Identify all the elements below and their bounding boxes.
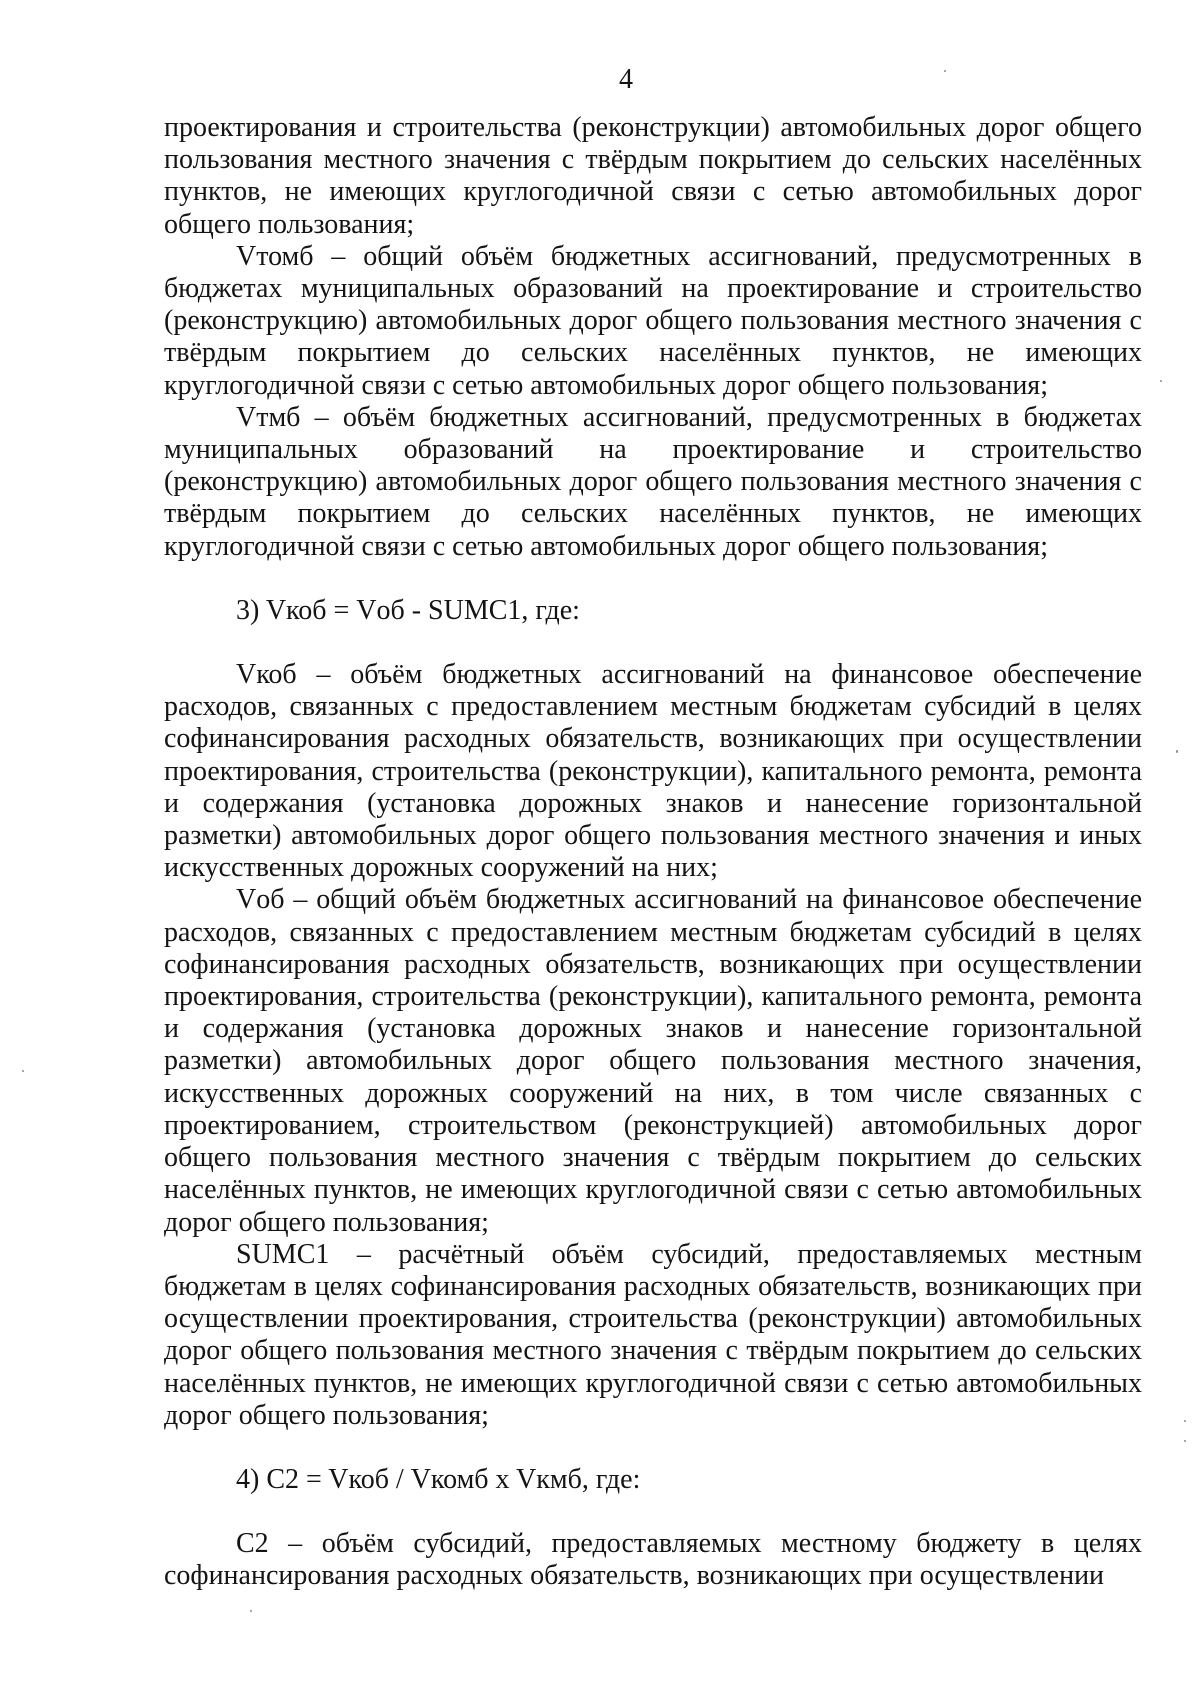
definition-c2: C2 – объём субсидий, предоставляемых местному бюджету в целях софинансирования расходных обязательств, возникающих при осуществлении <box>164 1528 1142 1592</box>
paragraph-gap <box>164 1496 1142 1528</box>
paragraph-gap <box>164 627 1142 659</box>
scan-speck <box>1160 380 1162 382</box>
paragraph-gap <box>164 563 1142 595</box>
scan-speck <box>944 70 946 72</box>
scan-speck <box>1184 1420 1186 1422</box>
document-body <box>164 112 1142 1593</box>
page-number: 4 <box>619 64 633 95</box>
scan-speck <box>1184 1440 1186 1442</box>
formula-3: 3) Vкоб = Vоб - SUMC1, где: <box>236 594 580 626</box>
scan-speck <box>1176 750 1178 753</box>
formula-4: 4) C2 = Vкоб / Vкомб x Vкмб, где: <box>236 1463 641 1495</box>
scan-speck <box>22 1070 24 1072</box>
definition-vob: Vоб – общий объём бюджетных ассигнований на финансовое обеспечение расходов, связанных с предоставлением местным бюджетам субсидий в целях софинансирования расходных обязательств, возникающих при осуществлении проектирования, строительства (реконструкции), капитального ремонта, ремонта и содержания (установка дорожных знаков и нанесение горизонтальной разметки) автомобильных дорог общего пользования местного значения, искусственных дорожных сооружений на них, в том числе связанных с проектированием, строительством (реконструкцией) автомобильных дорог общего пользования местного значения с твёрдым покрытием до сельских населённых пунктов, не имеющих круглогодичной связи с сетью автомобильных дорог общего пользования; <box>164 884 1142 1238</box>
definition-vtmb: Vтмб – объём бюджетных ассигнований, предусмотренных в бюджетах муниципальных образований на проектирование и строительство (реконструкцию) автомобильных дорог общего пользования местного значения с твёрдым покрытием до сельских населённых пунктов, не имеющих круглогодичной связи с сетью автомобильных дорог общего пользования; <box>164 401 1142 562</box>
definition-vkob: Vкоб – объём бюджетных ассигнований на финансовое обеспечение расходов, связанных с предоставлением местным бюджетам субсидий в целях софинансирования расходных обязательств, возникающих при осуществлении проектирования, строительства (реконструкции), капитального ремонта, ремонта и содержания (установка дорожных знаков и нанесение горизонтальной разметки) автомобильных дорог общего пользования местного значения и иных искусственных дорожных сооружений на них; <box>164 659 1142 884</box>
paragraph-continuation: проектирования и строительства (реконструкции) автомобильных дорог общего пользования местного значения с твёрдым покрытием до сельских населённых пунктов, не имеющих круглогодичной связи с сетью автомобильных дорог общего пользования; <box>164 112 1142 240</box>
definition-sumc1: SUMC1 – расчётный объём субсидий, предоставляемых местным бюджетам в целях софинансирования расходных обязательств, возникающих при осуществлении проектирования, строительства (реконструкции) автомобильных дорог общего пользования местного значения с твёрдым покрытием до сельских населённых пунктов, не имеющих круглогодичной связи с сетью автомобильных дорог общего пользования; <box>164 1238 1142 1431</box>
scan-speck <box>250 1610 252 1612</box>
paragraph-gap <box>164 1432 1142 1464</box>
definition-vtomb: Vтомб – общий объём бюджетных ассигнований, предусмотренных в бюджетах муниципальных образований на проектирование и строительство (реконструкцию) автомобильных дорог общего пользования местного значения с твёрдым покрытием до сельских населённых пунктов, не имеющих круглогодичной связи с сетью автомобильных дорог общего пользования; <box>164 240 1142 401</box>
